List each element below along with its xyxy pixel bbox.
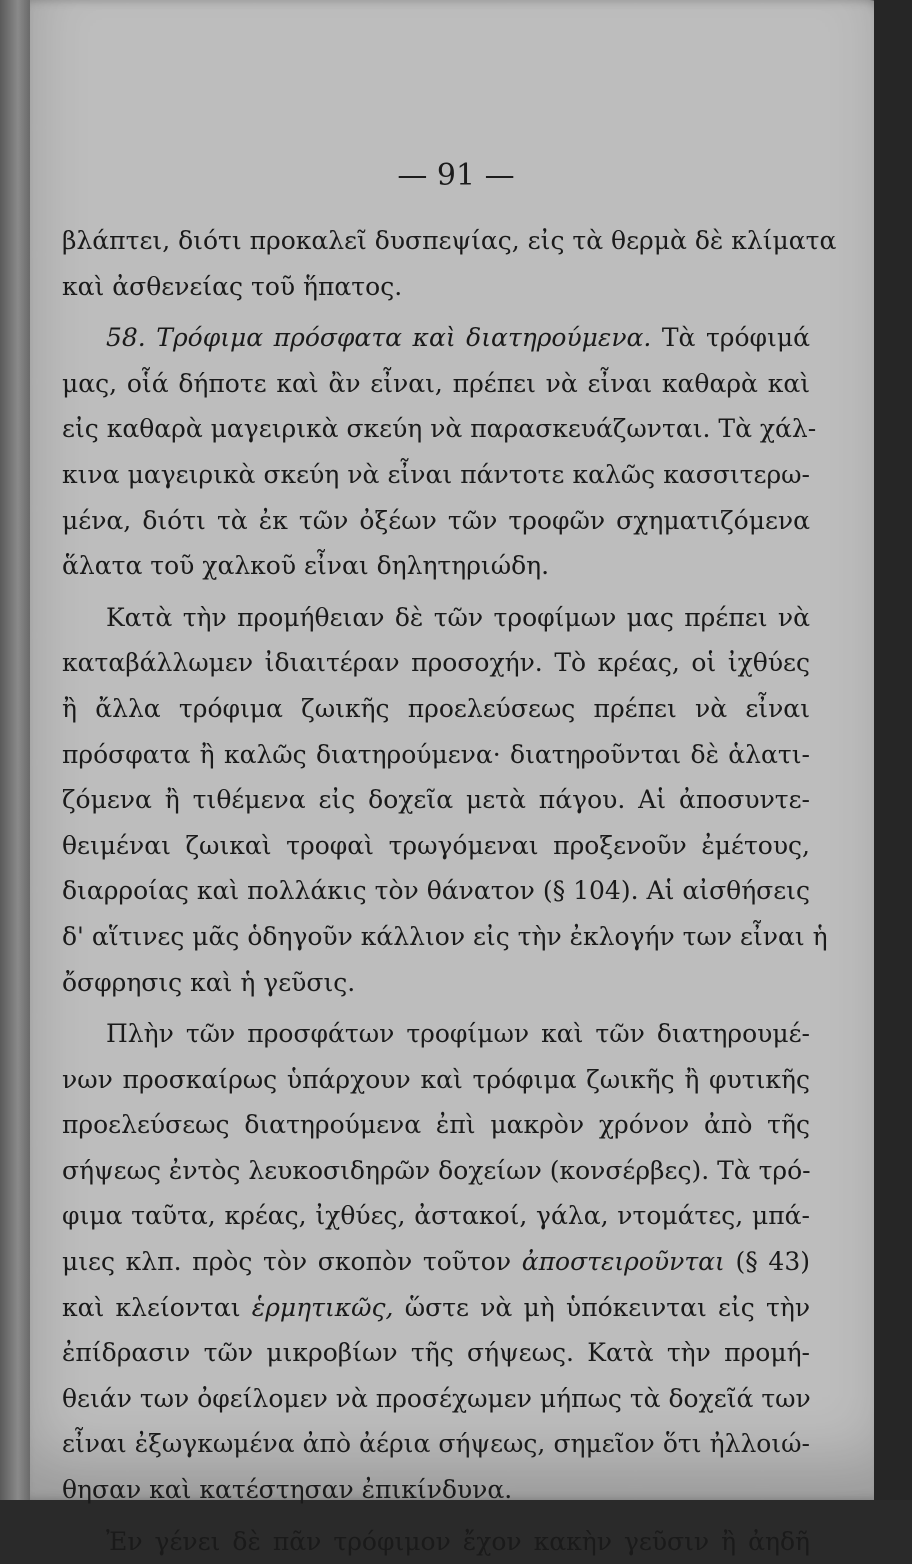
text-line: ζόμενα ἢ τιθέμενα εἰς δοχεῖα μετὰ πάγου. Αἱ ἀποσυντε-	[62, 785, 810, 815]
text-line: μας, οἷά δήποτε καὶ ἂν εἶναι, πρέπει νὰ εἶναι καθαρὰ καὶ	[62, 368, 810, 398]
text-line: νων προσκαίρως ὑπάρχουν καὶ τρόφιμα ζωικῆς ἢ φυτικῆς	[62, 1064, 810, 1094]
paragraph-4	[62, 1011, 810, 1513]
text-line: εἶναι ἐξωγκωμένα ἀπὸ ἀέρια σήψεως, σημεῖον ὅτι ἠλλοιώ-	[62, 1429, 810, 1459]
text-line: θειάν των ὀφείλομεν νὰ προσέχωμεν μήπως τὰ δοχεῖά των	[62, 1383, 811, 1413]
text-line: Ἐν γένει δὲ πᾶν τρόφιμον ἔχον κακὴν γεῦσιν ἢ ἀηδῆ	[106, 1526, 810, 1556]
paragraph-58	[62, 315, 817, 589]
text-line: Πλὴν τῶν προσφάτων τροφίμων καὶ τῶν διατηρουμέ-	[106, 1019, 810, 1049]
text-line: καὶ ἀσθενείας τοῦ ἥπατος.	[62, 271, 403, 301]
page-edge-shadow	[874, 0, 912, 1500]
text-line: προελεύσεως διατηρούμενα ἐπὶ μακρὸν χρόνον ἀπὸ τῆς	[62, 1110, 810, 1140]
paragraph-5	[62, 1519, 810, 1564]
text-fragment: (§ 43)	[735, 1247, 810, 1277]
text-fragment: μιες κλπ. πρὸς τὸν σκοπὸν τοῦτον	[62, 1247, 512, 1277]
text-line: κινα μαγειρικὰ σκεύη νὰ εἶναι πάντοτε καλῶς κασσιτερω-	[62, 459, 810, 489]
text-line: θειμέναι ζωικαὶ τροφαὶ τρωγόμεναι προξενοῦν ἐμέτους,	[62, 830, 810, 860]
text-line-with-italic	[62, 1239, 810, 1285]
text-line: βλάπτει, διότι προκαλεῖ δυσπεψίας, εἰς τὰ θερμὰ δὲ κλίματα	[62, 226, 837, 255]
italic-term: ἀποστειροῦνται	[521, 1247, 725, 1277]
section-title: Τρόφιμα πρόσφατα καὶ διατηρούμενα.	[156, 323, 652, 353]
text-line: θησαν καὶ κατέστησαν ἐπικίνδυνα.	[62, 1475, 513, 1505]
text-fragment: καὶ κλείονται	[62, 1292, 241, 1322]
text-line: ἢ ἄλλα τρόφιμα ζωικῆς προελεύσεως πρέπει νὰ εἶναι	[62, 693, 810, 723]
italic-term: ἑρμητικῶς,	[251, 1292, 394, 1322]
text-line-with-italic	[62, 1285, 810, 1331]
text-line: ἐπίδρασιν τῶν μικροβίων τῆς σήψεως. Κατὰ τὴν προμή-	[62, 1338, 810, 1368]
paragraph-1	[62, 218, 837, 309]
text-line: διαρροίας καὶ πολλάκις τὸν θάνατον (§ 104). Αἱ αἰσθήσεις	[62, 876, 810, 906]
text-line: φιμα ταῦτα, κρέας, ἰχθύες, ἀστακοί, γάλα, ντομάτες, μπά-	[62, 1201, 810, 1231]
section-number: 58.	[106, 323, 146, 353]
text-line: ὄσφρησις καὶ ἡ γεῦσις.	[62, 967, 356, 997]
text-line: Κατὰ τὴν προμήθειαν δὲ τῶν τροφίμων μας πρέπει νὰ	[106, 602, 810, 632]
text-line: εἰς καθαρὰ μαγειρικὰ σκεύη νὰ παρασκευάζωνται. Τὰ χάλ-	[62, 414, 817, 444]
text-line: δ' αἵτινες μᾶς ὁδηγοῦν κάλλιον εἰς τὴν ἐκλογήν των εἶναι ἡ	[62, 921, 828, 951]
page-number: — 91 —	[397, 158, 515, 193]
book-spine	[0, 0, 30, 1500]
text-fragment: Τὰ τρόφιμά	[661, 323, 810, 353]
section-heading-line	[62, 315, 810, 361]
body-text	[62, 218, 837, 1564]
text-line: καταβάλλωμεν ἰδιαιτέραν προσοχήν. Τὸ κρέας, οἱ ἰχθύες	[62, 648, 810, 678]
paragraph-3	[62, 595, 828, 1005]
text-line: πρόσφατα ἢ καλῶς διατηρούμενα· διατηροῦνται δὲ ἁλατι-	[62, 739, 810, 769]
text-line: μένα, διότι τὰ ἐκ τῶν ὀξέων τῶν τροφῶν σχηματιζόμενα	[62, 505, 810, 535]
text-fragment: ὥστε νὰ μὴ ὑπόκεινται εἰς τὴν	[404, 1292, 811, 1322]
text-line: ἅλατα τοῦ χαλκοῦ εἶναι δηλητηριώδη.	[62, 551, 550, 581]
text-line: σήψεως ἐντὸς λευκοσιδηρῶν δοχείων (κονσέρβες). Τὰ τρό-	[62, 1155, 811, 1185]
